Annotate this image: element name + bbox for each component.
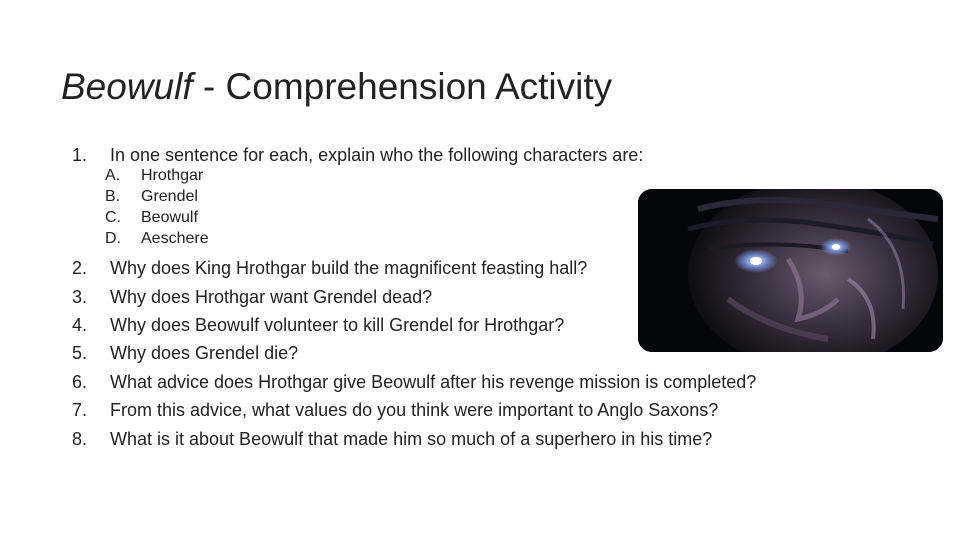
question-text: Why does Grendel die? xyxy=(110,343,299,363)
sub-item-letter: A. xyxy=(105,167,121,184)
question-text: Why does Beowulf volunteer to kill Grendel for Hrothgar? xyxy=(110,315,565,335)
sub-item-letter: B. xyxy=(105,188,121,205)
grendel-photo xyxy=(638,189,943,352)
slide-title xyxy=(61,66,612,108)
question-number: 2. xyxy=(72,258,88,278)
question-text: Why does King Hrothgar build the magnificent feasting hall? xyxy=(110,258,588,278)
question-number: 5. xyxy=(72,343,88,363)
question-text: In one sentence for each, explain who the following characters are: xyxy=(110,145,644,165)
sub-item-text: Aeschere xyxy=(141,230,209,247)
sub-item-text: Beowulf xyxy=(141,209,198,226)
sub-item-letter: D. xyxy=(105,230,121,247)
title-rest: - Comprehension Activity xyxy=(192,66,613,107)
sub-item-letter: C. xyxy=(105,209,121,226)
sub-item-text: Grendel xyxy=(141,188,198,205)
title-italic: Beowulf xyxy=(61,66,193,107)
question-number: 1. xyxy=(72,145,88,165)
question-number: 6. xyxy=(72,372,88,392)
question-number: 4. xyxy=(72,315,88,335)
grendel-face-image xyxy=(638,189,943,352)
question-text: Why does Hrothgar want Grendel dead? xyxy=(110,287,433,307)
question-text: What is it about Beowulf that made him so much of a superhero in his time? xyxy=(110,429,713,449)
question-text: From this advice, what values do you think were important to Anglo Saxons? xyxy=(110,400,719,420)
question-number: 8. xyxy=(72,429,88,449)
question-text: What advice does Hrothgar give Beowulf after his revenge mission is completed? xyxy=(110,372,757,392)
question-number: 7. xyxy=(72,400,88,420)
question-number: 3. xyxy=(72,287,88,307)
sub-item-text: Hrothgar xyxy=(141,167,204,184)
